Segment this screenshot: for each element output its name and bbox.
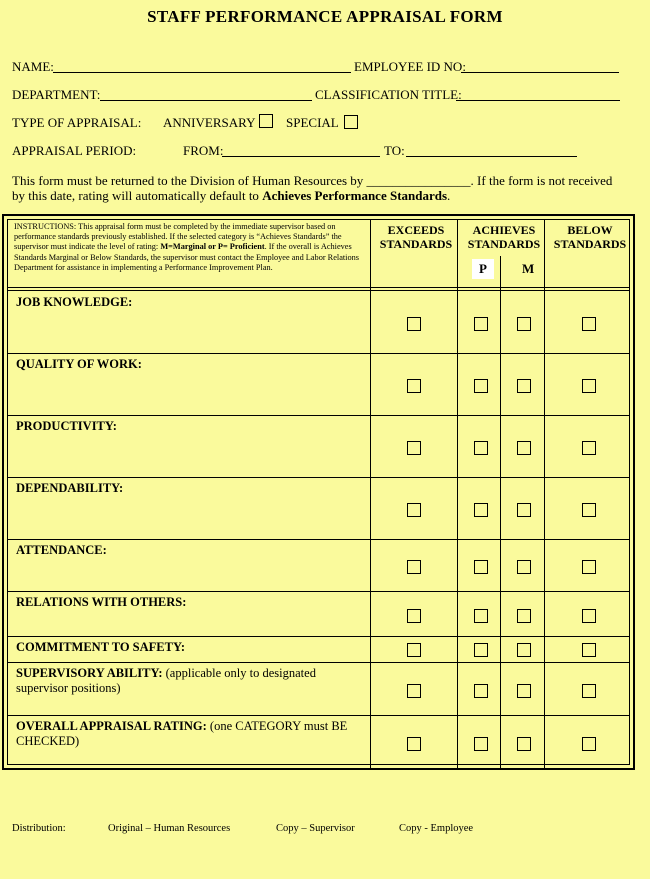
row-divider — [8, 415, 629, 416]
below-checkbox[interactable] — [582, 441, 596, 455]
marginal-checkbox[interactable] — [517, 317, 531, 331]
exceeds-standards-header: EXCEEDS STANDARDS — [379, 223, 453, 251]
below-checkbox[interactable] — [582, 609, 596, 623]
form-title: STAFF PERFORMANCE APPRAISAL FORM — [147, 7, 503, 26]
category-name: OVERALL APPRAISAL RATING: — [16, 719, 207, 733]
proficient-header: P — [472, 259, 494, 279]
return-note: This form must be returned to the Division of Human Resources by ________________. If the form is not received by this date, rating will automatically default to Achieves Performance Standards. — [12, 173, 613, 203]
classification-title-field[interactable] — [456, 100, 620, 101]
category-label — [16, 543, 371, 558]
anniversary-label: ANNIVERSARY — [163, 115, 256, 130]
exceeds-checkbox[interactable] — [407, 643, 421, 657]
marginal-checkbox[interactable] — [517, 609, 531, 623]
exceeds-checkbox[interactable] — [407, 684, 421, 698]
type-of-appraisal-label: TYPE OF APPRAISAL: — [12, 115, 142, 130]
exceeds-checkbox[interactable] — [407, 560, 421, 574]
exceeds-checkbox[interactable] — [407, 317, 421, 331]
exceeds-checkbox[interactable] — [407, 737, 421, 751]
proficient-checkbox[interactable] — [474, 503, 488, 517]
category-name: COMMITMENT TO SAFETY: — [16, 640, 186, 654]
below-checkbox[interactable] — [582, 379, 596, 393]
instructions-text: INSTRUCTIONS: This appraisal form must be completed by the immediate supervisor based on performance standards previously established. If the selected category is “Achieves Standards” the supervisor must indicate the level of rating: M=Marginal or P= Proficient. If the overall is Achieves Standards Marginal or Below Standards, the supervisor must contact the Employee and Labor Relations Department for assistance in implementing a Performance Improvement Plan. — [14, 222, 360, 272]
marginal-checkbox[interactable] — [517, 503, 531, 517]
department-label: DEPARTMENT: — [12, 87, 101, 102]
proficient-checkbox[interactable] — [474, 643, 488, 657]
column-divider — [544, 220, 545, 768]
category-label — [16, 640, 371, 655]
appraisal-table — [2, 214, 635, 770]
category-name: QUALITY OF WORK: — [16, 357, 142, 371]
marginal-checkbox[interactable] — [517, 737, 531, 751]
distribution-original: Original – Human Resources — [108, 823, 231, 834]
marginal-header: M — [522, 261, 535, 276]
to-date-field[interactable] — [406, 156, 577, 157]
from-date-field[interactable] — [222, 156, 380, 157]
row-divider — [8, 353, 629, 354]
row-divider — [8, 715, 629, 716]
category-note: (applicable only to designated supervisor positions) — [16, 666, 316, 695]
category-name: JOB KNOWLEDGE: — [16, 295, 133, 309]
column-divider — [457, 220, 458, 768]
distribution-label: Distribution: — [12, 823, 66, 834]
column-divider — [500, 256, 501, 768]
name-field[interactable] — [53, 72, 351, 73]
marginal-checkbox[interactable] — [517, 441, 531, 455]
proficient-checkbox[interactable] — [474, 684, 488, 698]
header-divider — [8, 287, 629, 288]
marginal-checkbox[interactable] — [517, 560, 531, 574]
classification-title-label: CLASSIFICATION TITLE: — [315, 87, 462, 102]
category-label — [16, 666, 371, 696]
header-divider — [8, 290, 629, 291]
category-note: (one CATEGORY must BE CHECKED) — [16, 719, 348, 748]
category-name: RELATIONS WITH OTHERS: — [16, 595, 187, 609]
exceeds-checkbox[interactable] — [407, 379, 421, 393]
special-label: SPECIAL — [286, 115, 339, 130]
proficient-checkbox[interactable] — [474, 379, 488, 393]
category-name: DEPENDABILITY: — [16, 481, 124, 495]
name-label: NAME: — [12, 59, 54, 74]
category-name: PRODUCTIVITY: — [16, 419, 117, 433]
special-checkbox[interactable] — [344, 115, 358, 129]
exceeds-checkbox[interactable] — [407, 609, 421, 623]
marginal-checkbox[interactable] — [517, 643, 531, 657]
category-name: ATTENDANCE: — [16, 543, 107, 557]
category-label — [16, 719, 371, 749]
proficient-checkbox[interactable] — [474, 737, 488, 751]
distribution-copy-supervisor: Copy – Supervisor — [276, 823, 355, 834]
row-divider — [8, 477, 629, 478]
marginal-checkbox[interactable] — [517, 684, 531, 698]
row-divider — [8, 591, 629, 592]
marginal-checkbox[interactable] — [517, 379, 531, 393]
category-name: SUPERVISORY ABILITY: — [16, 666, 163, 680]
achieves-standards-header: ACHIEVES STANDARDS — [467, 223, 541, 251]
category-label — [16, 481, 371, 496]
row-divider — [8, 539, 629, 540]
from-label: FROM: — [183, 143, 224, 158]
below-checkbox[interactable] — [582, 684, 596, 698]
employee-id-label: EMPLOYEE ID NO: — [354, 59, 466, 74]
appraisal-period-label: APPRAISAL PERIOD: — [12, 143, 137, 158]
category-label — [16, 295, 371, 310]
exceeds-checkbox[interactable] — [407, 503, 421, 517]
anniversary-checkbox[interactable] — [259, 114, 273, 128]
below-checkbox[interactable] — [582, 560, 596, 574]
row-divider — [8, 636, 629, 637]
department-field[interactable] — [100, 100, 312, 101]
row-divider — [8, 662, 629, 663]
to-label: TO: — [384, 143, 405, 158]
proficient-checkbox[interactable] — [474, 609, 488, 623]
category-label — [16, 595, 371, 610]
proficient-checkbox[interactable] — [474, 560, 488, 574]
employee-id-field[interactable] — [461, 72, 619, 73]
exceeds-checkbox[interactable] — [407, 441, 421, 455]
category-label — [16, 357, 371, 372]
proficient-checkbox[interactable] — [474, 441, 488, 455]
distribution-copy-employee: Copy - Employee — [399, 823, 474, 834]
below-standards-header: BELOW STANDARDS — [553, 223, 627, 251]
below-checkbox[interactable] — [582, 737, 596, 751]
below-checkbox[interactable] — [582, 503, 596, 517]
category-label — [16, 419, 371, 434]
below-checkbox[interactable] — [582, 643, 596, 657]
proficient-checkbox[interactable] — [474, 317, 488, 331]
below-checkbox[interactable] — [582, 317, 596, 331]
